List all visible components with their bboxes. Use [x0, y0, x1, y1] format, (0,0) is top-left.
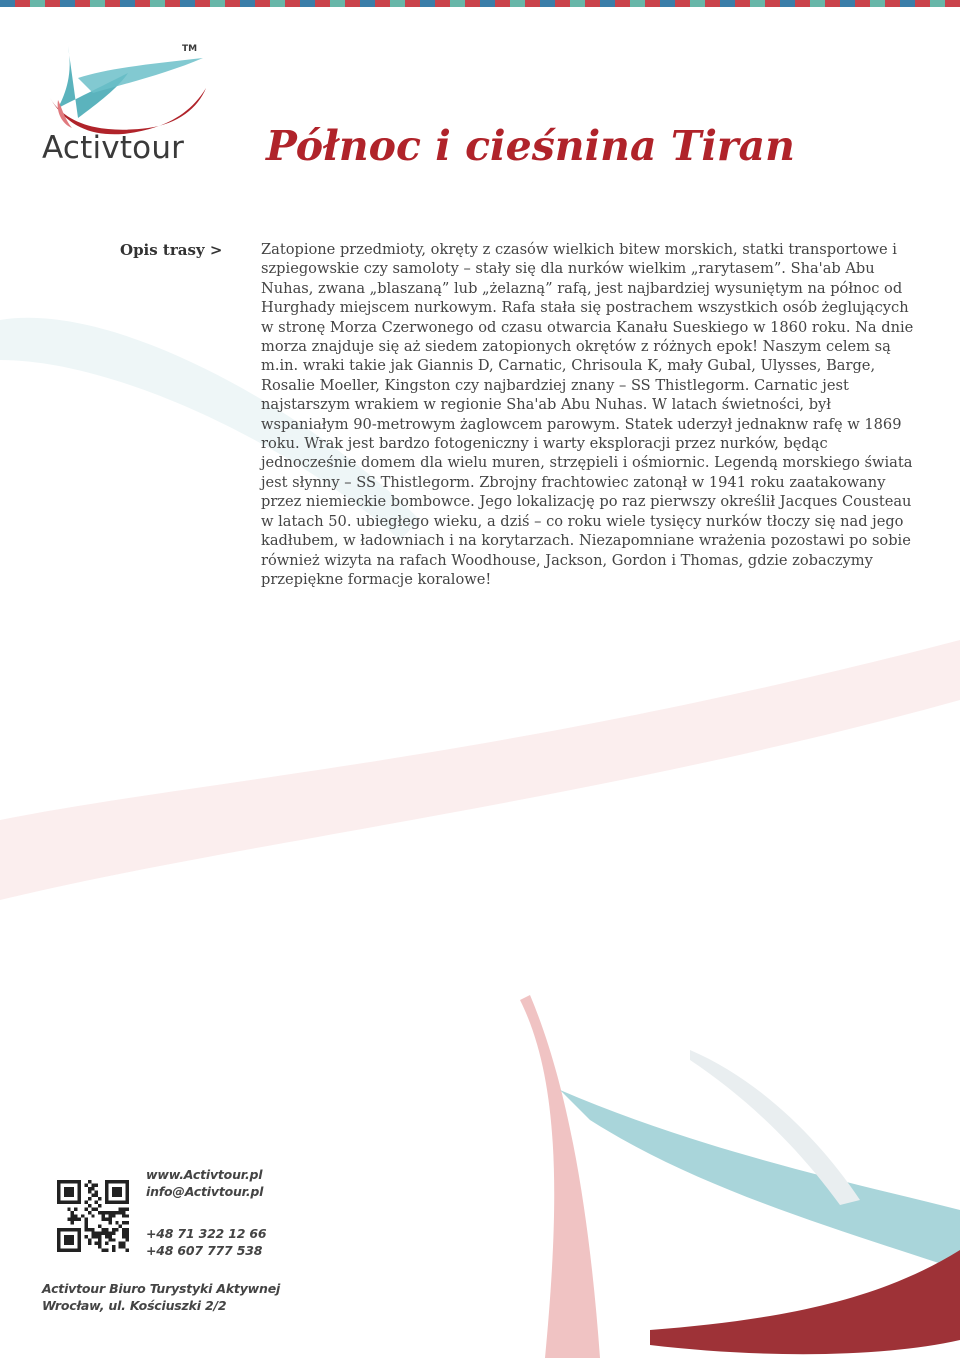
route-text-line: Hurghady miejscem nurkowym. Rafa stała się postrachem wszystkich osób żeglujących — [261, 299, 909, 317]
page-title: Północ i cieśnina Tiran — [266, 122, 795, 170]
qr-code-icon — [57, 1180, 129, 1252]
route-text-line: Rosalie Moeller, Kingston czy najbardziej znany – SS Thistlegorm. Carnatic jest — [261, 376, 849, 394]
route-text-line: kadłubem, w ładowniach i na korytarzach. Niezapomniane wrażenia pozostawi po sobie — [261, 532, 911, 550]
route-text-line: szpiegowskie czy samoloty – stały się dla nurków wielkim „rarytasem”. Sha'ab Abu — [261, 260, 875, 278]
route-text-line: morza znajduje się aż siedem zatopionych okrętów z różnych epok! Naszym celem są — [261, 338, 891, 356]
website-text: www.Activtour.pl — [146, 1167, 263, 1182]
route-text-line: Nuhas, zwana „blaszaną” lub „żelazną” rafą, jest najbardziej wysuniętym na północ od — [261, 279, 903, 297]
route-text-line: jednocześnie domem dla wielu muren, strzępieli i ośmiornic. Legendą morskiego świata — [261, 454, 913, 472]
route-text-line: jest słynny – SS Thistlegorm. Zbrojny frachtowiec zatonął w 1941 roku zaatakowany — [261, 473, 886, 491]
route-description-text — [261, 240, 921, 589]
company-address: Wrocław, ul. Kościuszki 2/2 — [42, 1298, 227, 1313]
route-text-line: roku. Wrak jest bardzo fotogeniczny i warty eksploracji przez nurków, będąc — [261, 435, 828, 453]
route-text-line: najstarszym wrakiem w regionie Sha'ab Abu Nuhas. W latach świetności, był — [261, 396, 832, 414]
route-text-line: w stronę Morza Czerwonego od czasu otwarcia Kanału Sueskiego w 1860 roku. Na dnie — [261, 318, 914, 336]
route-text-line: Zatopione przedmioty, okręty z czasów wielkich bitew morskich, statki transportowe i — [261, 241, 897, 258]
phone-secondary: +48 607 777 538 — [146, 1243, 263, 1258]
route-text-line: przepiękne formacje koralowe! — [261, 570, 492, 588]
route-text-line: wspaniałym 90-metrowym żaglowcem parowym. Statek uderzył jednaknw rafę w 1869 — [261, 415, 902, 433]
route-text-line: również wizyta na rafach Woodhouse, Jackson, Gordon i Thomas, gdzie zobaczymy — [261, 551, 873, 569]
route-description-label: Opis trasy > — [120, 241, 223, 259]
route-text-line: w latach 50. ubiegłego wieku, a dziś – co roku wiele tysięcy nurków tłoczy się nad jego — [261, 512, 904, 530]
phone-primary: +48 71 322 12 66 — [146, 1226, 267, 1241]
route-text-line: m.in. wraki takie jak Giannis D, Carnatic, Chrisoula K, mały Gubal, Ulysses, Barge, — [261, 357, 876, 375]
email-text: info@Activtour.pl — [146, 1184, 264, 1199]
logo-wordmark: Activtour — [42, 130, 185, 166]
route-text-line: przez niemieckie bombowce. Jego lokalizację po raz pierwszy określił Jacques Cousteau — [261, 493, 912, 511]
company-name: Activtour Biuro Turystyki Aktywnej — [42, 1281, 281, 1296]
trademark-mark: TM — [182, 44, 198, 54]
